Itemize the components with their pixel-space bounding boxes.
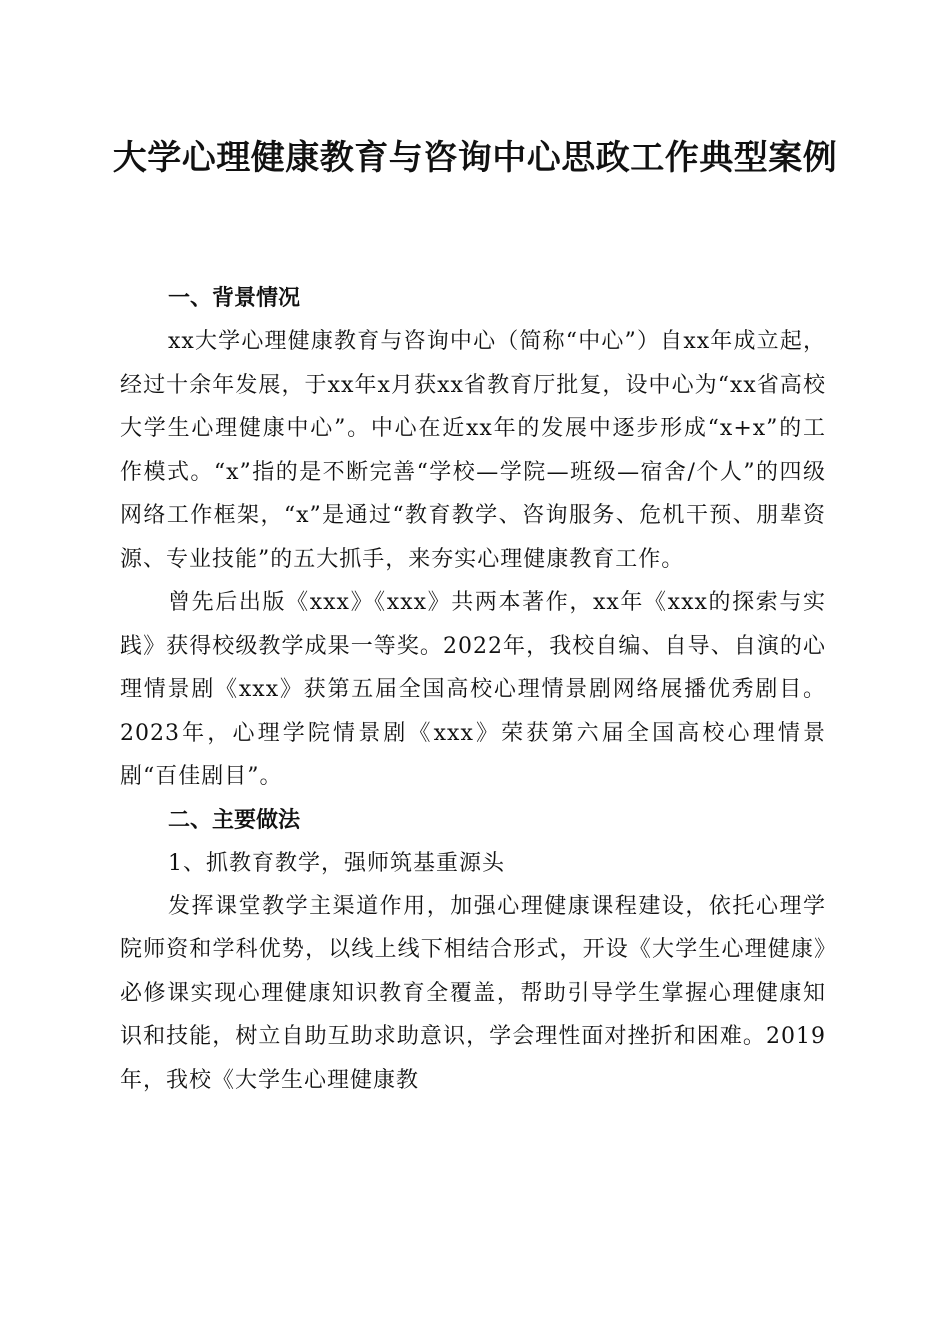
paragraph-methods-1: 发挥课堂教学主渠道作用，加强心理健康课程建设，依托心理学院师资和学科优势，以线上线下相结合形式，开设《大学生心理健康》必修课实现心理健康知识教育全覆盖，帮助引导学生掌握心理健康知识和技能，树立自助互助求助意识，学会理性面对挫折和困难。2019年，我校《大学生心理健康教	[120, 893, 826, 1093]
paragraph-background-2: 曾先后出版《xxx》《xxx》共两本著作，xx年《xxx的探索与实践》获得校级教学成果一等奖。2022年，我校自编、自导、自演的心理情景剧《xxx》获第五届全国高校心理情景剧网络展播优秀剧目。2023年，心理学院情景剧《xxx》荣获第六届全国高校心理情景剧“百佳剧目”。	[120, 590, 826, 789]
section-heading-methods: 二、主要做法	[168, 807, 301, 833]
subheading-teaching: 1、抓教育教学，强师筑基重源头	[168, 850, 505, 876]
paragraph-background-1: xx大学心理健康教育与咨询中心（简称“中心”）自xx年成立起，经过十余年发展，于xx年x月获xx省教育厅批复，设中心为“xx省高校大学生心理健康中心”。中心在近xx年的发展中逐步形成“x+x”的工作模式。“x”指的是不断完善“学校—学院—班级—宿舍/个人”的四级网络工作框架，“x”是通过“教育教学、咨询服务、危机干预、朋辈资源、专业技能”的五大抓手，来夯实心理健康教育工作。	[120, 329, 826, 572]
document-title: 大学心理健康教育与咨询中心思政工作典型案例	[112, 138, 838, 178]
document-body	[120, 277, 826, 1102]
section-heading-background: 一、背景情况	[168, 286, 301, 311]
